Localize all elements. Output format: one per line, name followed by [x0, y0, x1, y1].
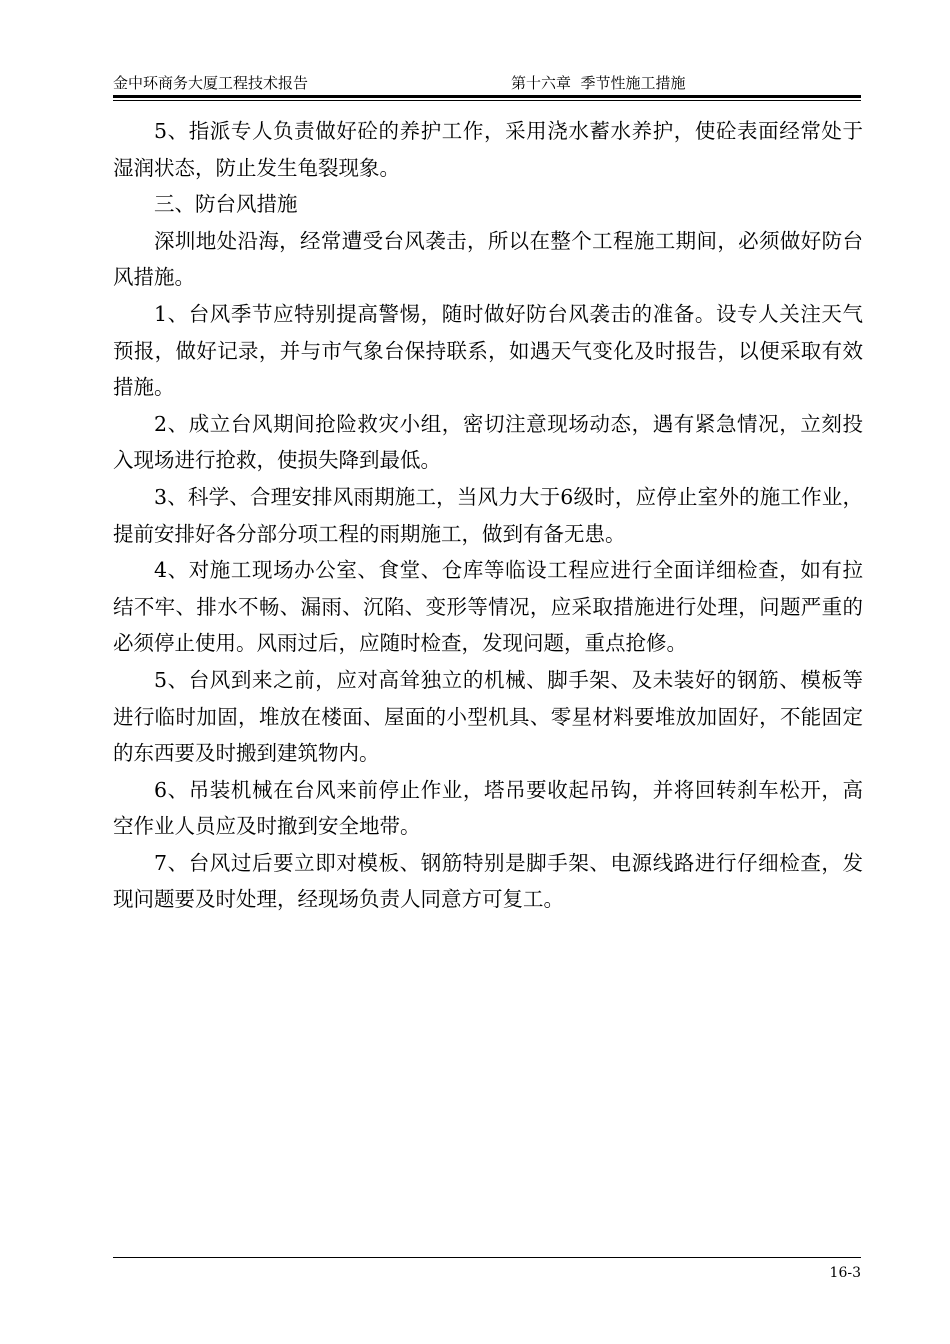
paragraph-item-5: 5、台风到来之前，应对高耸独立的机械、脚手架、及未装好的钢筋、模板等进行临时加固，堆放在楼面、屋面的小型机具、零星材料要堆放加固好，不能固定的东西要及时搬到建筑物内。 — [113, 667, 863, 766]
paragraph-item-7: 7、台风过后要立即对模板、钢筋特别是脚手架、电源线路进行仔细检查，发现问题要及时处理，经现场负责人同意方可复工。 — [113, 850, 863, 912]
header-chapter-title: 第十六章 季节性施工措施 — [511, 74, 686, 92]
paragraph-item-2: 2、成立台风期间抢险救灾小组，密切注意现场动态，遇有紧急情况，立刻投入现场进行抢救，使损失降到最低。 — [113, 411, 863, 473]
body-text — [113, 113, 863, 918]
section-heading-typhoon: 三、防台风措施 — [154, 192, 298, 217]
page-number: 16-3 — [829, 1265, 861, 1281]
footer-rule — [113, 1257, 861, 1258]
paragraph-typhoon-intro: 深圳地处沿海，经常遭受台风袭击，所以在整个工程施工期间，必须做好防台风措施。 — [113, 228, 863, 290]
header-rule-thin — [113, 100, 861, 101]
paragraph-item-3: 3、科学、合理安排风雨期施工，当风力大于6级时，应停止室外的施工作业，提前安排好各分部分项工程的雨期施工，做到有备无患。 — [113, 484, 863, 546]
header-document-title: 金中环商务大厦工程技术报告 — [113, 74, 309, 92]
page-header — [113, 72, 861, 94]
paragraph-curing: 5、指派专人负责做好砼的养护工作，采用浇水蓄水养护，使砼表面经常处于湿润状态，防止发生龟裂现象。 — [113, 119, 863, 180]
paragraph-item-6: 6、吊装机械在台风来前停止作业，塔吊要收起吊钩，并将回转刹车松开，高空作业人员应及时撤到安全地带。 — [113, 777, 863, 839]
header-rule-thick — [113, 95, 861, 98]
paragraph-item-4: 4、对施工现场办公室、食堂、仓库等临设工程应进行全面详细检查，如有拉结不牢、排水不畅、漏雨、沉陷、变形等情况，应采取措施进行处理，问题严重的必须停止使用。风雨过后，应随时检查，发现问题，重点抢修。 — [113, 558, 863, 656]
paragraph-item-1: 1、台风季节应特别提高警惕，随时做好防台风袭击的准备。设专人关注天气预报，做好记录，并与市气象台保持联系，如遇天气变化及时报告，以便采取有效措施。 — [113, 301, 863, 400]
